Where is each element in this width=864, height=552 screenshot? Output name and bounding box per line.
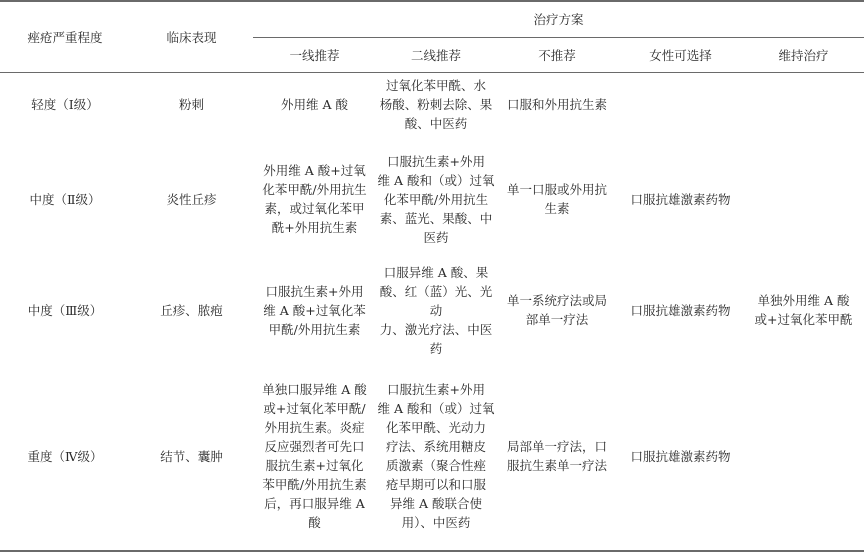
row2-severity: 中度（Ⅱ级） xyxy=(29,191,101,207)
row3-clinical: 丘疹、脓疱 xyxy=(160,302,223,318)
row3-not-recommended: 单一系统疗法或局 部单一疗法 xyxy=(506,293,607,327)
header-maintenance: 维持治疗 xyxy=(778,47,829,63)
row1-clinical: 粉刺 xyxy=(178,96,204,112)
row2-female-option: 口服抗雄激素药物 xyxy=(630,191,731,207)
row1-first-line: 外用维 A 酸 xyxy=(281,96,348,112)
row4-severity: 重度（Ⅳ级） xyxy=(27,448,103,464)
row3-maintenance: 单独外用维 A 酸 或+过氧化苯甲酰 xyxy=(754,293,853,327)
row2-clinical: 炎性丘疹 xyxy=(166,191,217,207)
row2-not-recommended: 单一口服或外用抗 生素 xyxy=(506,182,607,216)
row4-second-line: 口服抗生素+外用 维 A 酸和（或）过氧 化苯甲酰、光动力 疗法、系统用糖皮 质激素（聚合性痤 疮早期可以和口服 异维 A 酸联合使 用）、中医药 xyxy=(377,382,495,530)
row3-female-option: 口服抗雄激素药物 xyxy=(630,302,731,318)
row3-second-line: 口服异维 A 酸、果 酸、红（蓝）光、光动 力、激光疗法、中医 药 xyxy=(379,264,493,356)
header-not-recommended: 不推荐 xyxy=(538,47,576,63)
row4-not-recommended: 局部单一疗法，口 服抗生素单一疗法 xyxy=(506,439,607,473)
header-treatment: 治疗方案 xyxy=(533,12,584,27)
row4-first-line: 单独口服异维 A 酸 或+过氧化苯甲酰/ 外用抗生素。炎症 反应强烈者可先口 服抗生素+过氧化 苯甲酰/外用抗生素 后，再口服异维 A 酸 xyxy=(262,382,367,530)
row3-first-line: 口服抗生素+外用 维 A 酸+过氧化苯 甲酰/外用抗生素 xyxy=(263,283,366,337)
header-severity: 痤疮严重程度 xyxy=(27,29,103,45)
row4-clinical: 结节、囊肿 xyxy=(160,448,223,464)
header-first-line: 一线推荐 xyxy=(289,47,340,63)
row1-not-recommended: 口服和外用抗生素 xyxy=(506,96,607,112)
header-clinical: 临床表现 xyxy=(166,29,217,45)
row4-female-option: 口服抗雄激素药物 xyxy=(630,448,731,464)
row3-severity: 中度（Ⅲ级） xyxy=(27,302,103,318)
row2-first-line: 外用维 A 酸+过氧 化苯甲酰/外用抗生 素，或过氧化苯甲 酰+外用抗生素 xyxy=(262,163,367,235)
row1-severity: 轻度（Ⅰ级） xyxy=(31,96,99,112)
header-second-line: 二线推荐 xyxy=(410,47,461,63)
header-female-option: 女性可选择 xyxy=(649,47,712,63)
row2-second-line: 口服抗生素+外用 维 A 酸和（或）过氧 化苯甲酰/外用抗生 素、蓝光、果酸、中 医药 xyxy=(377,153,495,245)
row1-second-line: 过氧化苯甲酰、水 杨酸、粉刺去除、果 酸、中医药 xyxy=(379,77,493,131)
